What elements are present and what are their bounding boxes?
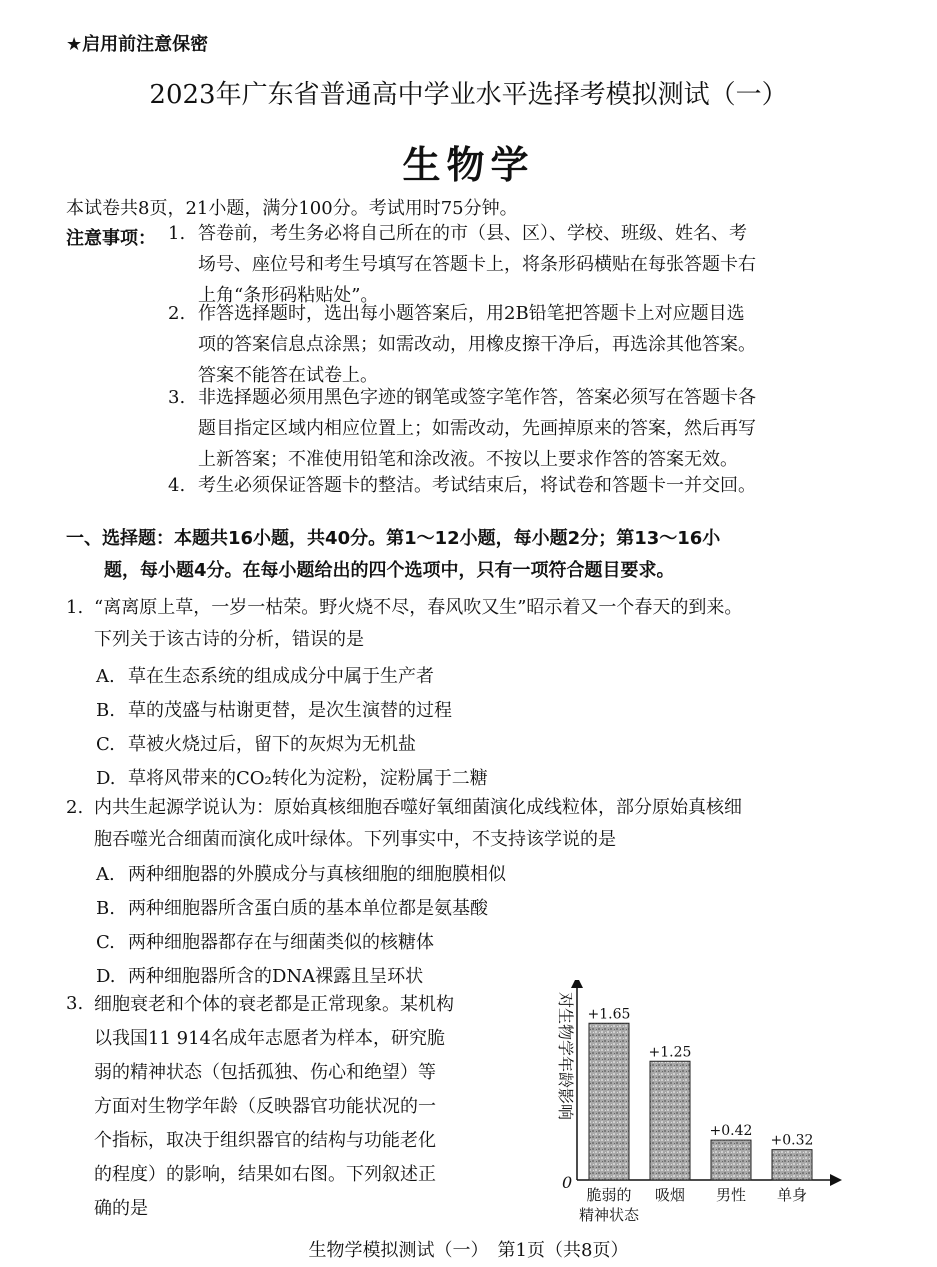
option-1b: B. 草的茂盛与枯谢更替，是次生演替的过程 <box>96 700 452 721</box>
notes-label: 注意事项： <box>66 228 156 249</box>
chart-ylabel: 对生物学年龄影响 <box>556 992 575 1121</box>
exam-title: 2023年广东省普通高中学业水平选择考模拟测试（一） <box>149 80 788 110</box>
bar-chart <box>544 980 844 1230</box>
page-footer: 生物学模拟测试（一） 第1页（共8页） <box>308 1240 629 1261</box>
category-label: 精神状态 <box>578 1206 640 1224</box>
option-2d: D. 两种细胞器所含的DNA裸露且呈环状 <box>96 966 424 987</box>
confidential-mark: ★启用前注意保密 <box>66 34 209 55</box>
note-item: 2. 作答选择题时，选出每小题答案后，用2B铅笔把答题卡上对应题目选 项的答案信息点涂黑；如需改动，用橡皮擦干净后，再选涂其他答案。 答案不能答在试卷上。 <box>168 303 756 386</box>
option-1a: A. 草在生态系统的组成成分中属于生产者 <box>96 666 434 687</box>
note-item: 4. 考生必须保证答题卡的整洁。考试结束后，将试卷和答题卡一并交回。 <box>168 475 756 496</box>
category-label: 单身 <box>776 1186 808 1204</box>
bar <box>772 1150 812 1180</box>
bar-value-label: +0.32 <box>770 1132 814 1149</box>
option-2c: C. 两种细胞器都存在与细菌类似的核糖体 <box>96 932 434 953</box>
bar <box>589 1023 629 1180</box>
section-heading: 一、选择题：本题共16小题，共40分。第1～12小题，每小题2分；第13～16小 题，每小题4分。在每小题给出的四个选项中，只有一项符合题目要求。 <box>66 528 721 581</box>
note-item: 1. 答卷前，考生务必将自己所在的市（县、区）、学校、班级、姓名、考 场号、座位号和考生号填写在答题卡上，将条形码横贴在每张答题卡右 上角“条形码粘贴处”。 <box>168 223 756 306</box>
option-2b: B. 两种细胞器所含蛋白质的基本单位都是氨基酸 <box>96 898 488 919</box>
category-label: 脆弱的 <box>586 1186 632 1204</box>
bar-value-label: +0.42 <box>709 1123 753 1140</box>
note-item: 3. 非选择题必须用黑色字迹的钢笔或签字笔作答，答案必须写在答题卡各 题目指定区域内相应位置上；如需改动，先画掉原来的答案，然后再写 上新答案；不准使用铅笔和涂改液。不按以上要求作答的答案无效。 <box>168 387 756 470</box>
origin-label: 0 <box>562 1173 573 1192</box>
exam-info: 本试卷共8页，21小题，满分100分。考试用时75分钟。 <box>66 198 518 219</box>
bar <box>711 1140 751 1180</box>
subject-title: 生物学 <box>402 143 535 187</box>
bar-value-label: +1.25 <box>648 1044 692 1061</box>
option-2a: A. 两种细胞器的外膜成分与真核细胞的细胞膜相似 <box>96 864 506 885</box>
bar-value-label: +1.65 <box>587 1006 631 1023</box>
category-label: 吸烟 <box>654 1186 686 1204</box>
option-1c: C. 草被火烧过后，留下的灰烬为无机盐 <box>96 734 416 755</box>
bar <box>650 1061 690 1180</box>
option-1d: D. 草将风带来的CO₂转化为淀粉，淀粉属于二糖 <box>96 768 488 789</box>
category-label: 男性 <box>715 1186 747 1204</box>
